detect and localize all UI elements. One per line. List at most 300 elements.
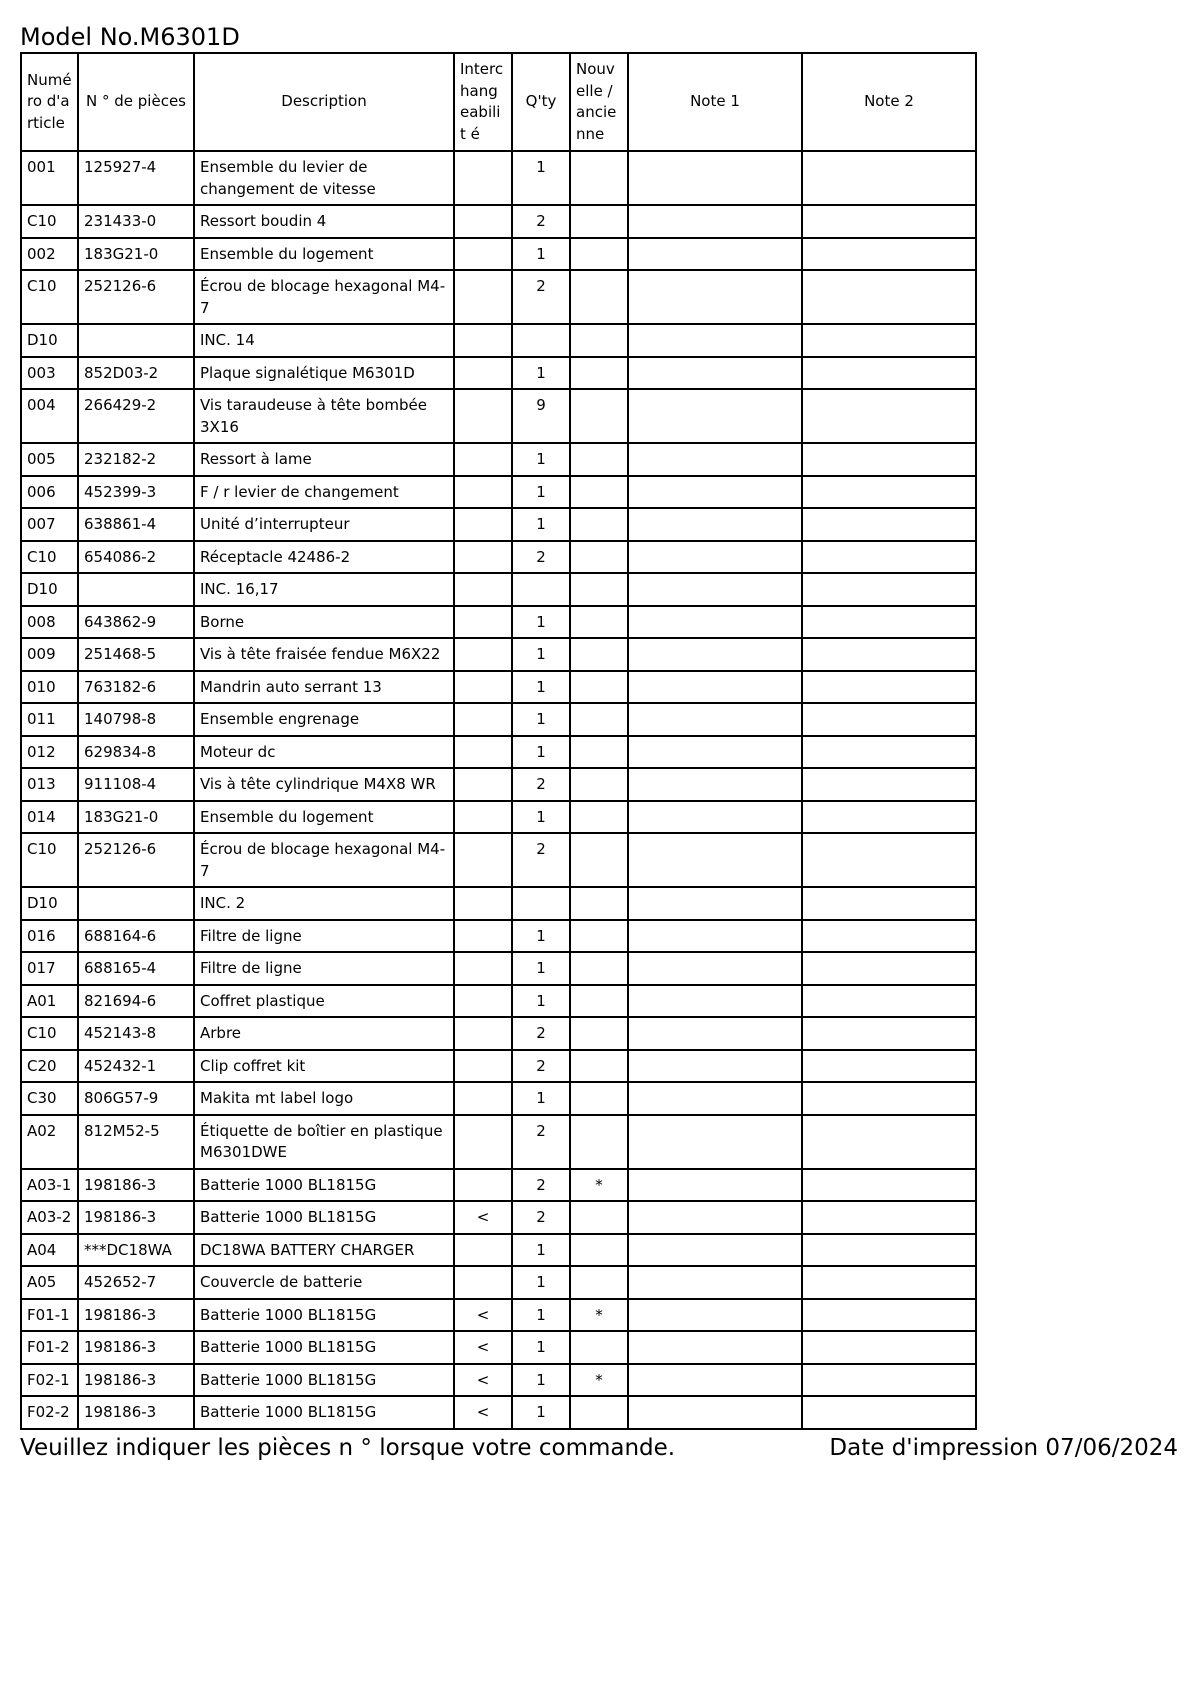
cell-note1	[628, 920, 802, 953]
cell-note1	[628, 1396, 802, 1429]
cell-description: Coffret plastique	[194, 985, 454, 1018]
cell-item-no: 003	[21, 357, 78, 390]
cell-interchangeability	[454, 238, 512, 271]
cell-description: Vis taraudeuse à tête bombée 3X16	[194, 389, 454, 443]
cell-description: Plaque signalétique M6301D	[194, 357, 454, 390]
cell-note2	[802, 476, 976, 509]
cell-interchangeability: <	[454, 1331, 512, 1364]
cell-interchangeability: <	[454, 1396, 512, 1429]
cell-part-no: 183G21-0	[78, 238, 194, 271]
table-row	[21, 833, 976, 887]
cell-qty: 1	[512, 357, 570, 390]
cell-interchangeability	[454, 443, 512, 476]
cell-item-no: F02-1	[21, 1364, 78, 1397]
cell-note1	[628, 1331, 802, 1364]
cell-description: Filtre de ligne	[194, 920, 454, 953]
cell-note1	[628, 508, 802, 541]
cell-item-no: 016	[21, 920, 78, 953]
cell-item-no: 017	[21, 952, 78, 985]
table-row	[21, 985, 976, 1018]
table-row	[21, 606, 976, 639]
cell-part-no: 198186-3	[78, 1201, 194, 1234]
cell-new-old	[570, 238, 628, 271]
cell-note1	[628, 1299, 802, 1332]
cell-interchangeability	[454, 357, 512, 390]
cell-qty: 1	[512, 638, 570, 671]
cell-item-no: 012	[21, 736, 78, 769]
cell-note1	[628, 573, 802, 606]
cell-description: F / r levier de changement	[194, 476, 454, 509]
cell-new-old: *	[570, 1364, 628, 1397]
cell-note1	[628, 357, 802, 390]
cell-new-old	[570, 1331, 628, 1364]
table-row	[21, 1299, 976, 1332]
cell-part-no: 125927-4	[78, 151, 194, 205]
cell-qty: 1	[512, 920, 570, 953]
cell-note2	[802, 671, 976, 704]
cell-interchangeability: <	[454, 1201, 512, 1234]
cell-note1	[628, 1050, 802, 1083]
cell-interchangeability	[454, 1082, 512, 1115]
cell-note2	[802, 703, 976, 736]
cell-interchangeability	[454, 920, 512, 953]
table-row	[21, 768, 976, 801]
cell-description: Batterie 1000 BL1815G	[194, 1396, 454, 1429]
cell-part-no: 852D03-2	[78, 357, 194, 390]
cell-interchangeability	[454, 324, 512, 357]
cell-new-old	[570, 920, 628, 953]
cell-part-no: 198186-3	[78, 1169, 194, 1202]
table-row	[21, 1331, 976, 1364]
cell-interchangeability	[454, 606, 512, 639]
cell-note1	[628, 638, 802, 671]
cell-description: Étiquette de boîtier en plastique M6301DWE	[194, 1115, 454, 1169]
cell-qty: 1	[512, 1082, 570, 1115]
cell-part-no: 452652-7	[78, 1266, 194, 1299]
column-header-interchangeability: Interc hang eabilit é	[454, 53, 512, 151]
table-row	[21, 541, 976, 574]
cell-new-old	[570, 357, 628, 390]
cell-part-no: 183G21-0	[78, 801, 194, 834]
cell-part-no: 638861-4	[78, 508, 194, 541]
cell-item-no: F01-2	[21, 1331, 78, 1364]
table-row	[21, 443, 976, 476]
cell-qty	[512, 573, 570, 606]
table-row	[21, 887, 976, 920]
cell-note2	[802, 1169, 976, 1202]
cell-note1	[628, 238, 802, 271]
cell-interchangeability	[454, 1050, 512, 1083]
table-row	[21, 508, 976, 541]
cell-note1	[628, 801, 802, 834]
cell-item-no: A04	[21, 1234, 78, 1267]
cell-new-old	[570, 205, 628, 238]
cell-interchangeability	[454, 801, 512, 834]
cell-qty: 2	[512, 1169, 570, 1202]
cell-new-old	[570, 270, 628, 324]
table-row	[21, 1115, 976, 1169]
cell-note1	[628, 270, 802, 324]
cell-description: Ensemble du logement	[194, 238, 454, 271]
cell-note2	[802, 887, 976, 920]
cell-new-old	[570, 389, 628, 443]
cell-part-no: 252126-6	[78, 270, 194, 324]
cell-note2	[802, 985, 976, 1018]
cell-note1	[628, 768, 802, 801]
footer-print-date: Date d'impression 07/06/2024	[829, 1435, 1178, 1461]
cell-note2	[802, 920, 976, 953]
table-row	[21, 1364, 976, 1397]
table-row	[21, 1266, 976, 1299]
cell-description: Réceptacle 42486-2	[194, 541, 454, 574]
cell-description: Ressort à lame	[194, 443, 454, 476]
table-row	[21, 1050, 976, 1083]
cell-item-no: 014	[21, 801, 78, 834]
cell-interchangeability	[454, 270, 512, 324]
cell-interchangeability	[454, 887, 512, 920]
cell-description: Écrou de blocage hexagonal M4-7	[194, 833, 454, 887]
cell-interchangeability	[454, 768, 512, 801]
cell-qty: 1	[512, 151, 570, 205]
cell-interchangeability	[454, 833, 512, 887]
cell-part-no: 140798-8	[78, 703, 194, 736]
cell-qty: 1	[512, 1396, 570, 1429]
cell-description: Vis à tête cylindrique M4X8 WR	[194, 768, 454, 801]
cell-description: Ensemble engrenage	[194, 703, 454, 736]
cell-part-no: 231433-0	[78, 205, 194, 238]
cell-note1	[628, 1234, 802, 1267]
cell-new-old	[570, 541, 628, 574]
cell-note2	[802, 1299, 976, 1332]
cell-interchangeability	[454, 389, 512, 443]
cell-part-no: 198186-3	[78, 1396, 194, 1429]
cell-part-no: 232182-2	[78, 443, 194, 476]
cell-item-no: 002	[21, 238, 78, 271]
cell-new-old	[570, 703, 628, 736]
cell-qty: 1	[512, 952, 570, 985]
cell-description: Couvercle de batterie	[194, 1266, 454, 1299]
cell-item-no: D10	[21, 324, 78, 357]
cell-part-no: 643862-9	[78, 606, 194, 639]
cell-qty: 1	[512, 703, 570, 736]
cell-note2	[802, 508, 976, 541]
cell-qty	[512, 324, 570, 357]
cell-qty: 1	[512, 1331, 570, 1364]
cell-item-no: C10	[21, 1017, 78, 1050]
cell-qty	[512, 887, 570, 920]
cell-note1	[628, 476, 802, 509]
cell-part-no: 198186-3	[78, 1299, 194, 1332]
cell-note2	[802, 1396, 976, 1429]
cell-description: INC. 14	[194, 324, 454, 357]
cell-part-no: 198186-3	[78, 1331, 194, 1364]
cell-item-no: 010	[21, 671, 78, 704]
cell-description: Écrou de blocage hexagonal M4-7	[194, 270, 454, 324]
cell-note2	[802, 1201, 976, 1234]
cell-new-old	[570, 952, 628, 985]
cell-new-old	[570, 151, 628, 205]
table-row	[21, 1201, 976, 1234]
cell-part-no	[78, 573, 194, 606]
parts-table-body	[21, 151, 976, 1429]
cell-part-no	[78, 324, 194, 357]
table-row	[21, 1234, 976, 1267]
column-header-item-no: Numé ro d'a rticle	[21, 53, 78, 151]
cell-qty: 1	[512, 1364, 570, 1397]
table-row	[21, 1169, 976, 1202]
cell-new-old	[570, 768, 628, 801]
table-row	[21, 573, 976, 606]
cell-note2	[802, 952, 976, 985]
cell-qty: 1	[512, 508, 570, 541]
cell-description: Unité d’interrupteur	[194, 508, 454, 541]
cell-qty: 1	[512, 736, 570, 769]
cell-part-no: 821694-6	[78, 985, 194, 1018]
cell-note2	[802, 736, 976, 769]
cell-qty: 2	[512, 1050, 570, 1083]
cell-interchangeability	[454, 1115, 512, 1169]
cell-new-old	[570, 443, 628, 476]
cell-note2	[802, 1050, 976, 1083]
cell-note2	[802, 238, 976, 271]
table-row	[21, 671, 976, 704]
parts-table	[20, 52, 977, 1430]
cell-new-old	[570, 1115, 628, 1169]
cell-part-no	[78, 887, 194, 920]
cell-note2	[802, 833, 976, 887]
table-row	[21, 952, 976, 985]
cell-note1	[628, 887, 802, 920]
cell-qty: 1	[512, 671, 570, 704]
cell-item-no: F02-2	[21, 1396, 78, 1429]
cell-new-old	[570, 638, 628, 671]
table-row	[21, 1396, 976, 1429]
cell-qty: 2	[512, 1115, 570, 1169]
cell-note1	[628, 389, 802, 443]
cell-description: Filtre de ligne	[194, 952, 454, 985]
cell-description: Mandrin auto serrant 13	[194, 671, 454, 704]
cell-interchangeability	[454, 703, 512, 736]
cell-note1	[628, 671, 802, 704]
cell-item-no: 009	[21, 638, 78, 671]
table-row	[21, 270, 976, 324]
cell-qty: 1	[512, 443, 570, 476]
cell-qty: 9	[512, 389, 570, 443]
cell-item-no: A01	[21, 985, 78, 1018]
cell-description: Batterie 1000 BL1815G	[194, 1299, 454, 1332]
column-header-note1: Note 1	[628, 53, 802, 151]
cell-item-no: 007	[21, 508, 78, 541]
cell-description: Batterie 1000 BL1815G	[194, 1201, 454, 1234]
footer-order-note: Veuillez indiquer les pièces n ° lorsque votre commande.	[20, 1435, 676, 1461]
cell-note2	[802, 1234, 976, 1267]
cell-note1	[628, 324, 802, 357]
column-header-description: Description	[194, 53, 454, 151]
cell-item-no: C10	[21, 833, 78, 887]
cell-part-no: 251468-5	[78, 638, 194, 671]
cell-interchangeability	[454, 205, 512, 238]
cell-interchangeability	[454, 671, 512, 704]
cell-interchangeability	[454, 151, 512, 205]
cell-note2	[802, 1082, 976, 1115]
cell-note1	[628, 1364, 802, 1397]
cell-note2	[802, 638, 976, 671]
cell-item-no: C10	[21, 541, 78, 574]
cell-description: Ressort boudin 4	[194, 205, 454, 238]
cell-new-old	[570, 508, 628, 541]
cell-new-old: *	[570, 1169, 628, 1202]
cell-note1	[628, 205, 802, 238]
cell-qty: 1	[512, 801, 570, 834]
cell-qty: 1	[512, 606, 570, 639]
cell-note2	[802, 1331, 976, 1364]
cell-note1	[628, 703, 802, 736]
table-row	[21, 357, 976, 390]
cell-qty: 1	[512, 476, 570, 509]
cell-part-no: 763182-6	[78, 671, 194, 704]
cell-note2	[802, 443, 976, 476]
cell-part-no: 688165-4	[78, 952, 194, 985]
cell-interchangeability	[454, 638, 512, 671]
cell-qty: 1	[512, 1234, 570, 1267]
cell-part-no: 654086-2	[78, 541, 194, 574]
cell-part-no: 812M52-5	[78, 1115, 194, 1169]
table-row	[21, 1082, 976, 1115]
table-row	[21, 389, 976, 443]
cell-note1	[628, 736, 802, 769]
cell-item-no: 006	[21, 476, 78, 509]
cell-part-no: 688164-6	[78, 920, 194, 953]
cell-item-no: A03-2	[21, 1201, 78, 1234]
cell-item-no: A05	[21, 1266, 78, 1299]
table-row	[21, 801, 976, 834]
cell-qty: 1	[512, 1266, 570, 1299]
table-header-row	[21, 53, 976, 151]
column-header-qty: Q'ty	[512, 53, 570, 151]
cell-description: Batterie 1000 BL1815G	[194, 1169, 454, 1202]
cell-note2	[802, 324, 976, 357]
cell-item-no: 008	[21, 606, 78, 639]
cell-item-no: D10	[21, 887, 78, 920]
table-row	[21, 205, 976, 238]
cell-interchangeability	[454, 1169, 512, 1202]
cell-note2	[802, 801, 976, 834]
cell-item-no: C10	[21, 205, 78, 238]
cell-new-old	[570, 671, 628, 704]
cell-interchangeability	[454, 508, 512, 541]
cell-part-no: 198186-3	[78, 1364, 194, 1397]
cell-note2	[802, 1364, 976, 1397]
cell-description: Arbre	[194, 1017, 454, 1050]
cell-note2	[802, 768, 976, 801]
cell-new-old	[570, 1234, 628, 1267]
cell-item-no: 001	[21, 151, 78, 205]
column-header-new-old: Nouv elle / ancie nne	[570, 53, 628, 151]
column-header-part-no: N ° de pièces	[78, 53, 194, 151]
cell-item-no: 004	[21, 389, 78, 443]
cell-note2	[802, 357, 976, 390]
cell-qty: 2	[512, 270, 570, 324]
cell-new-old	[570, 1396, 628, 1429]
cell-qty: 2	[512, 1201, 570, 1234]
cell-interchangeability	[454, 1234, 512, 1267]
cell-note1	[628, 1017, 802, 1050]
cell-description: Moteur dc	[194, 736, 454, 769]
cell-description: Ensemble du logement	[194, 801, 454, 834]
cell-interchangeability	[454, 736, 512, 769]
cell-item-no: C30	[21, 1082, 78, 1115]
cell-description: INC. 16,17	[194, 573, 454, 606]
cell-qty: 1	[512, 1299, 570, 1332]
cell-part-no: 266429-2	[78, 389, 194, 443]
cell-part-no: ***DC18WA	[78, 1234, 194, 1267]
cell-qty: 1	[512, 238, 570, 271]
cell-note1	[628, 606, 802, 639]
cell-note2	[802, 389, 976, 443]
cell-new-old	[570, 606, 628, 639]
cell-interchangeability	[454, 573, 512, 606]
cell-interchangeability	[454, 1266, 512, 1299]
cell-part-no: 629834-8	[78, 736, 194, 769]
cell-description: INC. 2	[194, 887, 454, 920]
cell-item-no: D10	[21, 573, 78, 606]
cell-item-no: 013	[21, 768, 78, 801]
table-row	[21, 638, 976, 671]
cell-part-no: 452399-3	[78, 476, 194, 509]
cell-note1	[628, 1169, 802, 1202]
cell-new-old	[570, 736, 628, 769]
cell-interchangeability: <	[454, 1364, 512, 1397]
cell-new-old	[570, 1266, 628, 1299]
table-row	[21, 324, 976, 357]
cell-note1	[628, 952, 802, 985]
cell-part-no: 452143-8	[78, 1017, 194, 1050]
cell-interchangeability	[454, 1017, 512, 1050]
cell-description: DC18WA BATTERY CHARGER	[194, 1234, 454, 1267]
cell-note1	[628, 985, 802, 1018]
cell-item-no: F01-1	[21, 1299, 78, 1332]
cell-item-no: 011	[21, 703, 78, 736]
cell-new-old	[570, 1017, 628, 1050]
table-row	[21, 238, 976, 271]
cell-qty: 2	[512, 833, 570, 887]
cell-new-old	[570, 1050, 628, 1083]
cell-item-no: C20	[21, 1050, 78, 1083]
cell-note2	[802, 151, 976, 205]
table-row	[21, 920, 976, 953]
cell-qty: 2	[512, 205, 570, 238]
cell-note2	[802, 1017, 976, 1050]
cell-qty: 1	[512, 985, 570, 1018]
cell-part-no: 911108-4	[78, 768, 194, 801]
cell-item-no: A02	[21, 1115, 78, 1169]
cell-note1	[628, 151, 802, 205]
column-header-note2: Note 2	[802, 53, 976, 151]
cell-note1	[628, 1115, 802, 1169]
cell-description: Clip coffret kit	[194, 1050, 454, 1083]
cell-item-no: A03-1	[21, 1169, 78, 1202]
cell-interchangeability	[454, 476, 512, 509]
cell-new-old	[570, 833, 628, 887]
cell-qty: 2	[512, 1017, 570, 1050]
cell-part-no: 252126-6	[78, 833, 194, 887]
cell-interchangeability	[454, 952, 512, 985]
cell-new-old	[570, 324, 628, 357]
cell-description: Ensemble du levier de changement de vitesse	[194, 151, 454, 205]
cell-note1	[628, 1201, 802, 1234]
cell-note1	[628, 1266, 802, 1299]
cell-note1	[628, 541, 802, 574]
